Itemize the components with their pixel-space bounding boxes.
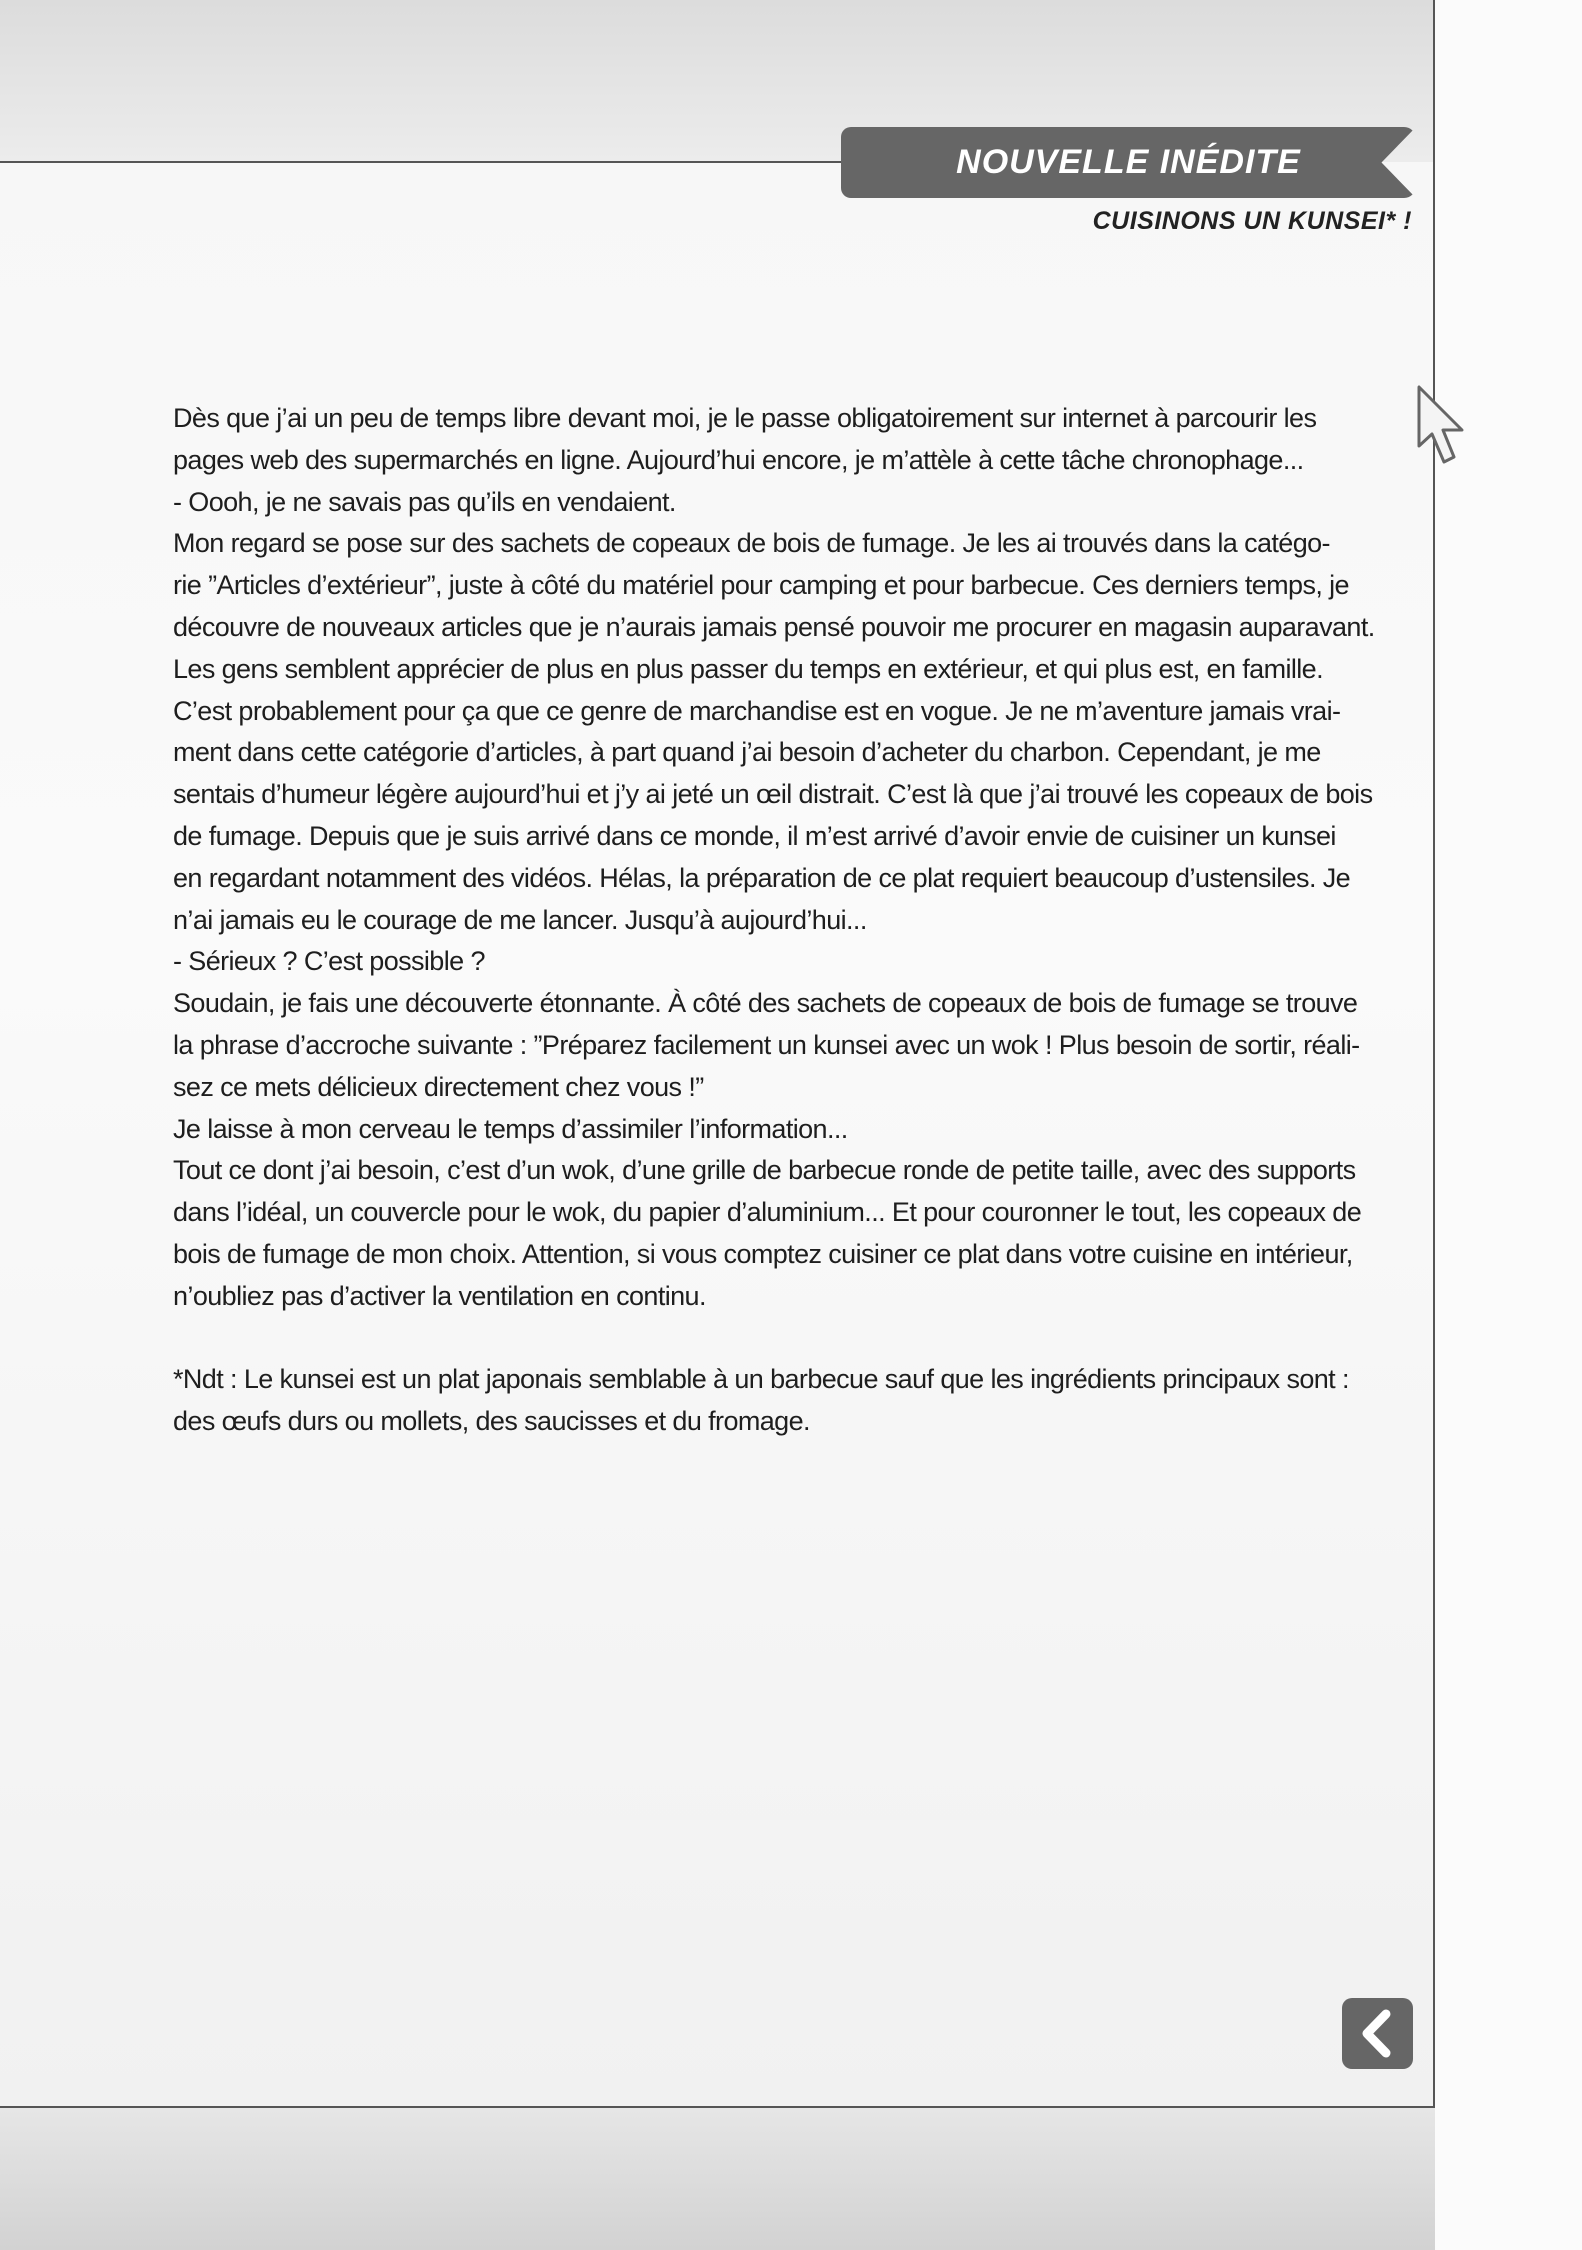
right-margin: [1435, 0, 1582, 2250]
text-line: sentais d’humeur légère aujourd’hui et j’y ai jeté un œil distrait. C’est là que j’ai trouvé les copeaux de bois: [173, 779, 1373, 810]
text-line: dans l’idéal, un couvercle pour le wok, du papier d’aluminium... Et pour couronner le tout, les copeaux de: [173, 1197, 1362, 1228]
text-line: de fumage. Depuis que je suis arrivé dans ce monde, il m’est arrivé d’avoir envie de cuisiner un kunsei: [173, 820, 1336, 851]
text-line: rie ”Articles d’extérieur”, juste à côté du matériel pour camping et pour barbecue. Ces derniers temps, je: [173, 570, 1349, 601]
text-line: Soudain, je fais une découverte étonnante. À côté des sachets de copeaux de bois de fumage se trouve: [173, 988, 1358, 1019]
text-line: en regardant notamment des vidéos. Hélas, la préparation de ce plat requiert beaucoup d’ustensiles. Je: [173, 862, 1351, 893]
text-line: C’est probablement pour ça que ce genre de marchandise est en vogue. Je ne m’aventure jamais vrai-: [173, 695, 1341, 726]
story-text: [173, 398, 1413, 1443]
text-line: bois de fumage de mon choix. Attention, si vous comptez cuisiner ce plat dans votre cuisine en intérieur,: [173, 1238, 1353, 1269]
footnote-line: *Ndt : Le kunsei est un plat japonais semblable à un barbecue sauf que les ingrédients principaux sont :: [173, 1364, 1349, 1395]
page-right-border: [1433, 0, 1435, 2108]
text-line: n’ai jamais eu le courage de me lancer. Jusqu’à aujourd’hui...: [173, 904, 867, 935]
chevron-left-icon: [1342, 1998, 1413, 2069]
text-line: découvre de nouveaux articles que je n’aurais jamais pensé pouvoir me procurer en magasin auparavant.: [173, 611, 1375, 642]
text-line: Les gens semblent apprécier de plus en plus passer du temps en extérieur, et qui plus est, en famille.: [173, 653, 1323, 684]
text-line: - Oooh, je ne savais pas qu’ils en vendaient.: [173, 486, 676, 517]
text-line: Mon regard se pose sur des sachets de copeaux de bois de fumage. Je les ai trouvés dans la catégo-: [173, 528, 1330, 559]
text-line: Tout ce dont j’ai besoin, c’est d’un wok, d’une grille de barbecue ronde de petite taille, avec des supports: [173, 1155, 1356, 1186]
text-line: pages web des supermarchés en ligne. Aujourd’hui encore, je m’attèle à cette tâche chronophage...: [173, 444, 1304, 475]
header-divider: [0, 161, 845, 163]
paragraph-gap: [173, 1318, 1413, 1360]
text-line: la phrase d’accroche suivante : ”Préparez facilement un kunsei avec un wok ! Plus besoin de sortir, réali-: [173, 1029, 1360, 1060]
section-banner-title: NOUVELLE INÉDITE: [956, 143, 1301, 181]
text-line: sez ce mets délicieux directement chez vous !”: [173, 1071, 704, 1102]
footnote-line: des œufs durs ou mollets, des saucisses et du fromage.: [173, 1406, 810, 1437]
text-line: - Sérieux ? C’est possible ?: [173, 946, 485, 977]
text-line: n’oubliez pas d’activer la ventilation en continu.: [173, 1280, 706, 1311]
text-line: Dès que j’ai un peu de temps libre devant moi, je le passe obligatoirement sur internet à parcourir les: [173, 403, 1317, 433]
chapter-title: CUISINONS UN KUNSEI* !: [1092, 207, 1412, 235]
footer-divider: [0, 2106, 1435, 2108]
bottom-margin-background: [0, 2108, 1435, 2250]
back-button[interactable]: [1342, 1998, 1413, 2069]
mouse-pointer-icon: [1416, 384, 1468, 481]
text-line: Je laisse à mon cerveau le temps d’assimiler l’information...: [173, 1113, 848, 1144]
text-line: ment dans cette catégorie d’articles, à part quand j’ai besoin d’acheter du charbon. Cependant, je me: [173, 737, 1321, 768]
